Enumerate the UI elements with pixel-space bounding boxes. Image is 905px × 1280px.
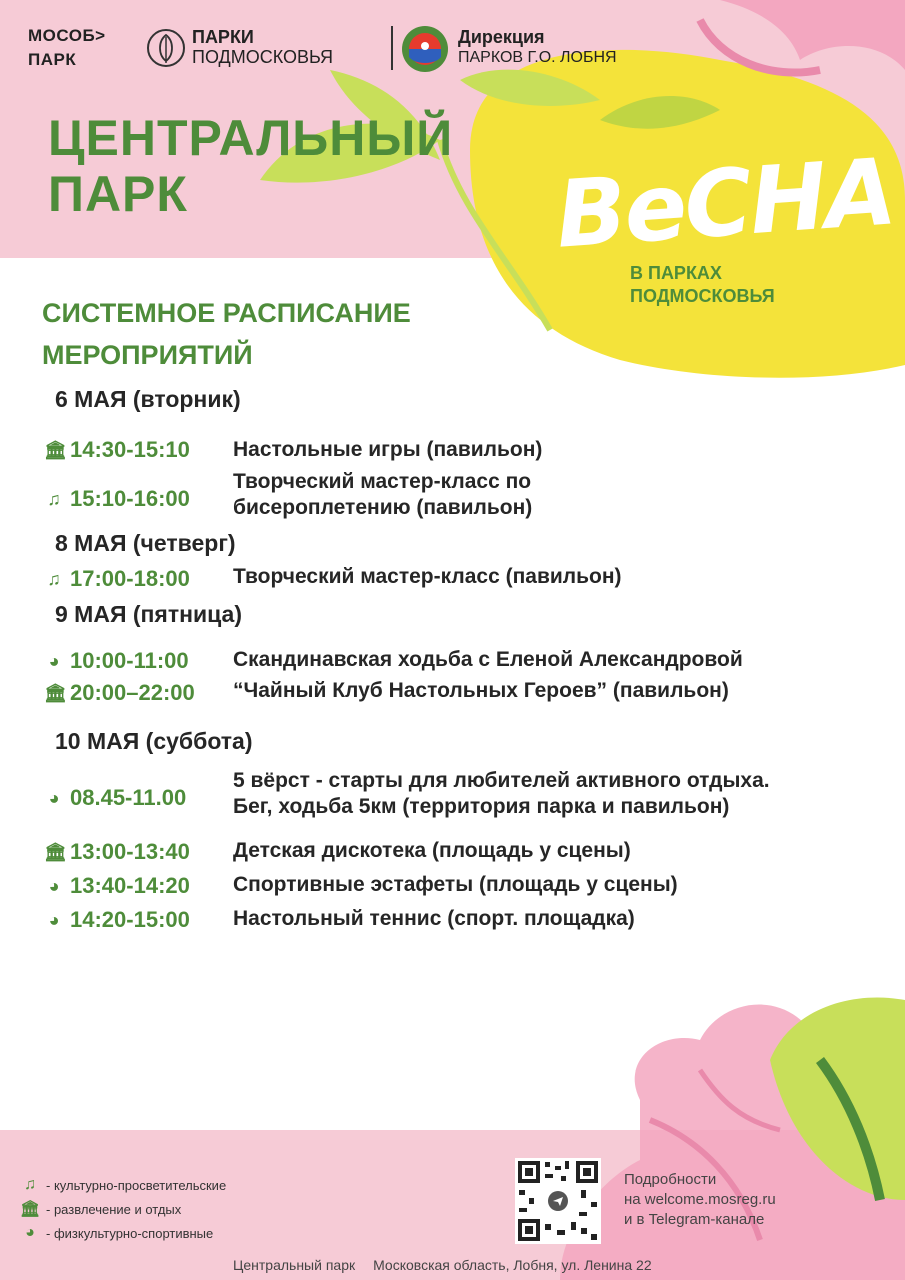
legend-label: - физкультурно-спортивные [46,1225,214,1241]
day-heading: 10 МАЯ (суббота) [55,728,253,754]
day-heading: 8 МАЯ (четверг) [55,530,236,556]
event-time [44,648,189,674]
event-time [44,907,190,933]
sport-icon: ◕ [48,650,60,671]
event-title [233,768,770,820]
legend-label: - развлечение и отдых [46,1201,182,1217]
event-time-text: 17:00-18:00 [70,566,190,591]
event-title [233,678,729,704]
event-time [44,839,190,865]
sport-icon: ◕ [48,909,60,930]
event-title-line1: Настольные игры (павильон) [233,438,543,461]
event-title [233,838,631,864]
legend-item [20,1221,226,1245]
footer [233,1257,670,1273]
qr-code[interactable] [515,1158,601,1244]
event-title [233,906,635,932]
event-title [233,647,743,673]
sport-icon: ◕ [25,1224,35,1241]
event-title-line1: Творческий мастер-класс по [233,470,532,493]
sport-icon: ◕ [48,875,60,896]
logo-divider [391,26,393,70]
event-title-line2: Бег, ходьба 5км (территория парка и павильон) [233,795,730,818]
event-title-line1: “Чайный Клуб Настольных Героев” (павильон) [233,679,729,702]
day-heading: 6 МАЯ (вторник) [55,386,241,412]
leaf-icon [146,27,186,69]
event-time [44,680,195,706]
sport-icon: ◕ [48,787,60,808]
schedule-title-line1: СИСТЕМНОЕ РАСПИСАНИЕ [42,298,411,328]
parki-logo-line2: ПОДМОСКОВЬЯ [192,47,334,67]
event-time [44,566,190,592]
park-title-line1: ЦЕНТРАЛЬНЫЙ [48,110,454,166]
event-title [233,469,532,521]
event-title-line1: Скандинавская ходьба с Еленой Александровой [233,648,743,671]
event-time [44,785,186,811]
event-time [44,486,190,512]
direction-logo-line1: Дирекция [458,27,545,47]
event-time [44,437,190,463]
event-title [233,437,542,463]
entertainment-icon: 🏛 [20,1201,41,1218]
event-title-line1: Спортивные эстафеты (площадь у сцены) [233,873,678,896]
mosob-park-logo [28,24,106,72]
direction-logo-line2: ПАРКОВ Г.О. ЛОБНЯ [458,49,617,66]
event-title-line1: Детская дискотека (площадь у сцены) [233,839,631,862]
schedule-title-line2: МЕРОПРИЯТИЙ [42,340,253,370]
entertainment-icon: 🏛 [44,439,67,460]
event-title [233,564,622,590]
event-time-text: 08.45-11.00 [70,785,187,810]
mosob-logo-line2: ПАРК [28,50,77,69]
event-title-line2: бисероплетению (павильон) [233,496,533,519]
vesna-subtitle [630,262,775,308]
day-heading: 9 МАЯ (пятница) [55,601,243,627]
vesna-lettering: ВеСНА [552,138,898,269]
event-title-line1: Творческий мастер-класс (павильон) [233,565,622,588]
details-link[interactable]: на welcome.mosreg.ru [624,1191,776,1208]
event-title-line1: 5 вёрст - старты для любителей активного отдыха. [233,769,770,792]
event-time-text: 10:00-11:00 [70,648,189,673]
parki-logo-line1: ПАРКИ [192,27,254,47]
culture-icon: ♫ [47,568,61,589]
event-time-text: 14:30-15:10 [70,437,190,462]
event-time-text: 15:10-16:00 [70,486,190,511]
park-title-line2: ПАРК [48,166,188,222]
culture-icon: ♫ [24,1176,36,1193]
legend [20,1173,226,1245]
details-line3: и в Telegram-канале [624,1211,765,1228]
legend-label: - культурно-просветительские [46,1177,227,1193]
schedule-title [42,292,411,376]
details-text [624,1170,776,1230]
legend-item [20,1173,226,1197]
legend-item [20,1197,226,1221]
details-line1: Подробности [624,1171,717,1188]
event-time-text: 20:00–22:00 [70,680,195,705]
lobnya-emblem-icon [400,24,450,74]
event-title [233,872,678,898]
vesna-subtitle-line2: ПОДМОСКОВЬЯ [630,286,775,306]
entertainment-icon: 🏛 [44,841,67,862]
mosob-logo-line1: МОСОБ> [28,26,106,45]
footer-park-name: Центральный парк [233,1257,356,1273]
event-time-text: 13:00-13:40 [70,839,190,864]
vesna-subtitle-line1: В ПАРКАХ [630,263,722,283]
footer-address: Московская область, Лобня, ул. Ленина 22 [373,1257,652,1273]
park-title [48,110,453,222]
event-time-text: 13:40-14:20 [70,873,190,898]
event-time [44,873,190,899]
event-time-text: 14:20-15:00 [70,907,190,932]
culture-icon: ♫ [47,488,61,509]
event-title-line1: Настольный теннис (спорт. площадка) [233,907,635,930]
entertainment-icon: 🏛 [44,682,67,703]
